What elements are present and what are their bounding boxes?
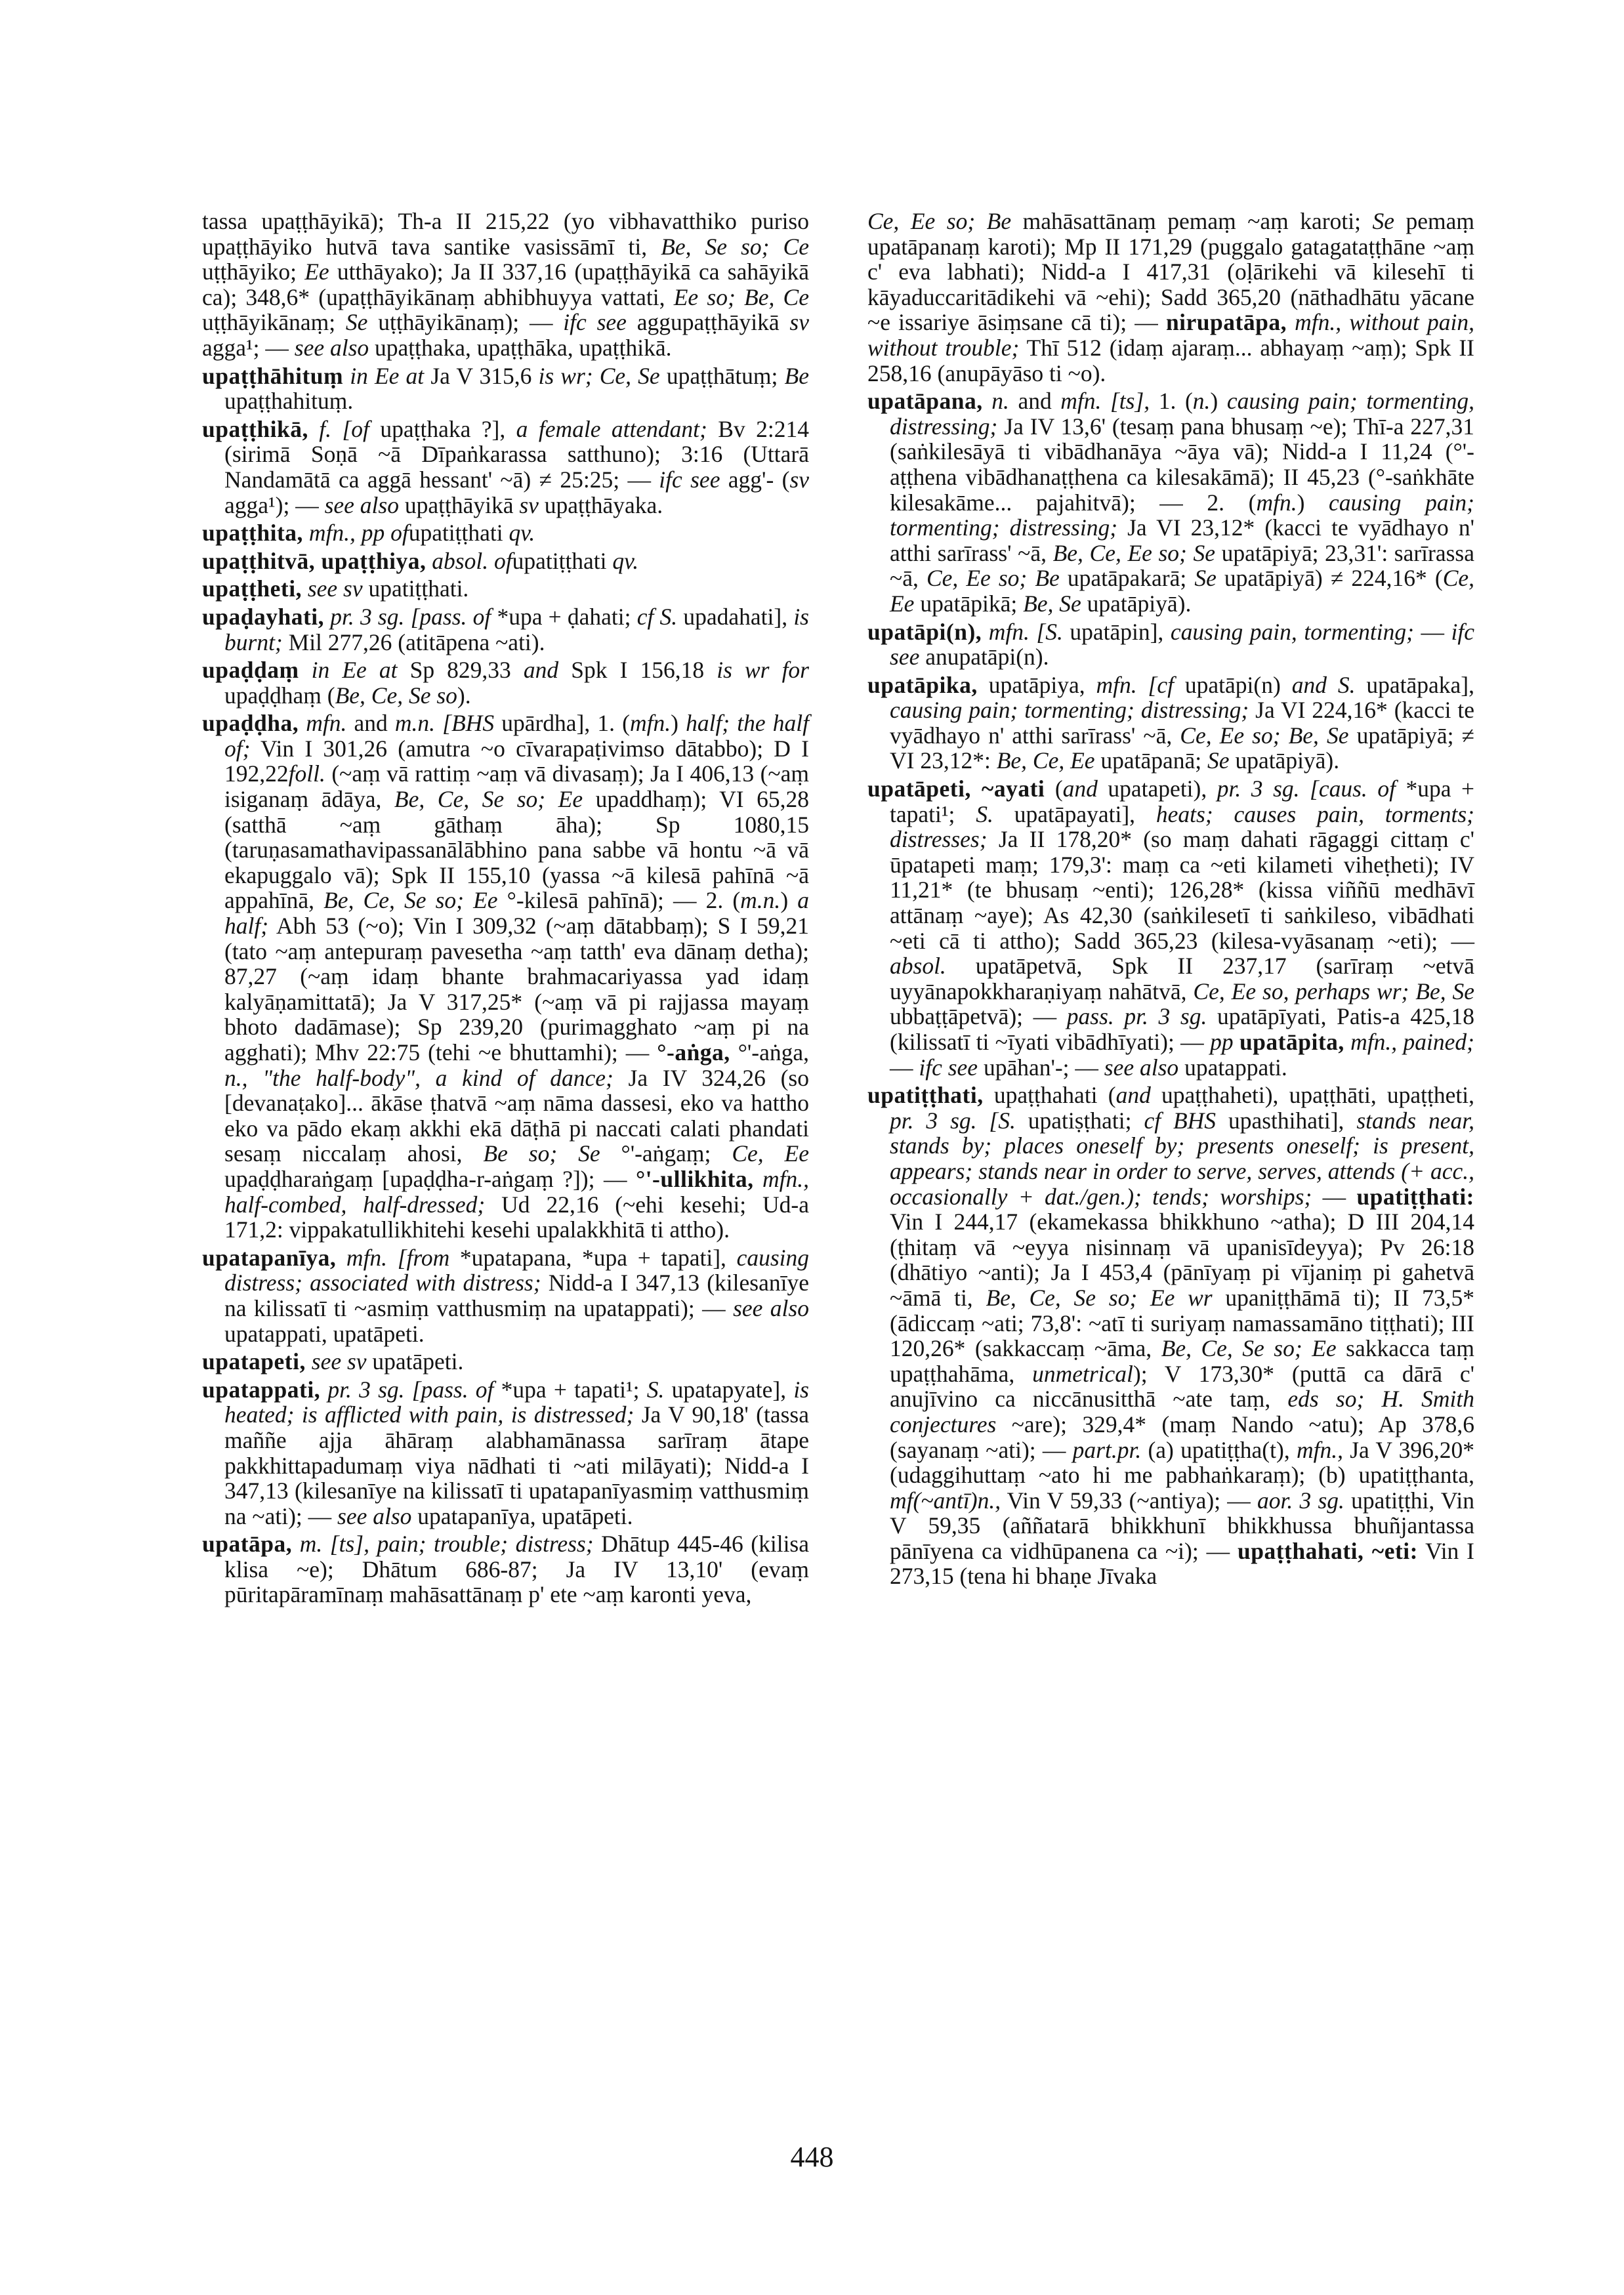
- italic-text: part.pr.: [1072, 1436, 1142, 1463]
- entry-text: uṭṭhāyikānaṃ); —: [367, 309, 564, 336]
- entry-text: Ja VI 224,16* (kacci te vyādhayo n' atthi sarīrass' ~ā,: [890, 697, 1474, 749]
- entry-text: sakkacca taṃ upaṭṭhahāma,: [890, 1335, 1474, 1387]
- headword: upatapeti,: [202, 1348, 306, 1375]
- entry-text: upatāpiyā).: [1081, 590, 1192, 617]
- dictionary-entry: [202, 604, 809, 655]
- italic-text: see also: [733, 1294, 809, 1321]
- entry-text: upatiṭṭhi, Vin V 59,35 (aññatarā bhikkhunī bhikkhussa bhuñjantassa pānīyena ca vidhūpanena ca ~i); —: [890, 1487, 1474, 1564]
- italic-text: Ce, Ee: [732, 1140, 809, 1167]
- italic-text: pr. 3 sg. [pass. of: [320, 1376, 494, 1403]
- entry-text: —: [1413, 618, 1451, 645]
- italic-text: Be, Ce, Se so; Ee: [1161, 1335, 1337, 1362]
- entry-text: *upatapana, *upa + tapati],: [449, 1244, 737, 1271]
- entry-text: Mil 277,26 (atitāpena ~ati).: [282, 629, 545, 655]
- italic-text: mfn. [S.: [982, 618, 1063, 645]
- dictionary-entry: [867, 776, 1474, 1080]
- italic-text: eds so; H. Smith conjectures: [890, 1386, 1474, 1437]
- headword: upatiṭṭhati:: [1356, 1183, 1475, 1210]
- italic-text: mfn. [from: [336, 1244, 450, 1271]
- italic-text: is wr; Ce, Se: [538, 362, 660, 389]
- italic-text: mfn.: [1256, 489, 1297, 516]
- dictionary-entry: [867, 619, 1474, 670]
- italic-text: ifc see: [919, 1054, 978, 1081]
- entry-text: —: [890, 1054, 919, 1081]
- italic-text: half; the half of;: [224, 710, 809, 762]
- headword: upatāpika,: [867, 671, 978, 698]
- italic-text: qv.: [509, 520, 535, 547]
- entry-text: upatiṭṭhati.: [362, 575, 469, 602]
- italic-text: Be, Ce, Se so; Ee: [394, 786, 583, 813]
- dictionary-entry: [202, 1531, 809, 1607]
- entry-text: upatāpeti.: [366, 1348, 464, 1375]
- italic-text: cf S.: [636, 603, 678, 630]
- entry-text: ): [1297, 489, 1329, 516]
- entry-text: upatāpaka],: [1355, 671, 1475, 698]
- italic-text: see also: [1104, 1054, 1179, 1081]
- italic-text: S.: [976, 800, 993, 827]
- entry-text: ): [671, 710, 686, 737]
- entry-text: Bv 2:214 (sirimā Soṇā ~ā Dīpaṅkarassa satthuno); 3:16 (Uttarā Nandamātā ca aggā hessant' ~ā) ≠ 25:25; —: [224, 415, 810, 493]
- right-column: [867, 209, 1474, 1592]
- italic-text: S.: [646, 1376, 665, 1403]
- italic-text: m.n.: [740, 887, 781, 914]
- italic-text: Be, Ce, Ee so; Se: [1052, 539, 1215, 566]
- entry-text: Vin I 301,26 (amutra ~o cīvarapaṭivimso dātabbo); D I 192,22: [224, 735, 809, 787]
- headword: °'-ullikhita,: [635, 1165, 754, 1192]
- italic-text: Se: [1194, 565, 1217, 592]
- italic-text: Be, Ce, Se so; Ee wr: [986, 1284, 1213, 1311]
- italic-text: Be, Se so; Ce: [661, 233, 809, 260]
- entry-text: Ja V 396,20* (udaggihuttaṃ ~ato hi me pabhaṅkaraṃ); (b) upatiṭṭhanta,: [890, 1436, 1474, 1489]
- italic-text: causing pain; tormenting, distressing;: [890, 388, 1475, 440]
- italic-text: and: [1115, 1082, 1151, 1109]
- entry-text: °-kilesā pahīnā); — 2. (: [497, 887, 741, 914]
- entry-text: Ja V 90,18' (tassa maññe ajja āhāraṃ alabhamānassa sarīraṃ ātape pakkhittapadumaṃ viya nādhati ti ~ati milāyati); Nidd-a I 347,13 (kilesanīye na kilissatī ti upatapanīyasmiṃ vatthusmiṃ na ~ati); —: [224, 1401, 809, 1529]
- entry-text: upaṭṭhaka, upaṭṭhāka, upaṭṭhikā.: [369, 334, 672, 361]
- italic-text: a half;: [224, 887, 809, 940]
- entry-text: Ud 22,16 (~ehi kesehi; Ud-a 171,2: vippakatullikhitehi kesehi upalakkhitā ti attho).: [224, 1191, 809, 1243]
- italic-text: Be, Se: [1023, 590, 1081, 617]
- italic-text: is heated; is afflicted with pain, is distressed;: [224, 1376, 809, 1428]
- entry-text: ).: [457, 682, 471, 709]
- entry-continuation: [867, 209, 1474, 386]
- italic-text: Ce, Ee so; Be: [926, 565, 1060, 592]
- dictionary-entry: [867, 1083, 1474, 1589]
- dictionary-entry: [202, 1349, 809, 1375]
- entry-text: and: [1009, 388, 1061, 415]
- italic-text: Ee so; Be, Ce: [673, 283, 809, 310]
- italic-text: absol. of: [426, 547, 512, 574]
- entry-text: upatāpetvā, Spk II 237,17 (sarīraṃ ~etvā uyyānapokkharaṇiyaṃ nahātvā,: [890, 953, 1474, 1004]
- entry-text: upatāpayati],: [993, 800, 1156, 827]
- entry-text: upatāpi(n): [1173, 671, 1292, 698]
- italic-text: causing pain, tormenting;: [1170, 618, 1414, 645]
- entry-text: (: [1045, 775, 1063, 802]
- entry-text: agga¹; —: [202, 334, 295, 361]
- entry-text: Vin I 273,15 (tena hi bhaṇe Jīvaka: [890, 1537, 1474, 1590]
- italic-text: Se: [1372, 208, 1394, 234]
- entry-text: *upa + ḍahati;: [491, 603, 637, 630]
- entry-text: upatāpanā;: [1094, 747, 1208, 774]
- entry-text: upatapyate],: [664, 1376, 794, 1403]
- entry-text: Dhātup 445-46 (kilisa klisa ~e); Dhātum 686-87; Ja IV 13,10' (evaṃ pūritapāramīnaṃ mahāsattānaṃ p' ete ~aṃ karonti yeva,: [224, 1531, 810, 1608]
- entry-text: upatāpiyā; ≠ VI 23,12*:: [890, 722, 1474, 774]
- italic-text: is burnt;: [224, 603, 809, 655]
- italic-text: pr. 3 sg. [caus. of: [1217, 775, 1396, 802]
- headword: upaṭṭhitvā, upaṭṭhiya,: [202, 547, 427, 574]
- entry-text: mahāsattānaṃ pemaṃ ~aṃ karoti;: [1011, 208, 1373, 234]
- italic-text: pr. 3 sg. [pass. of: [324, 603, 491, 630]
- dictionary-entry: [202, 576, 809, 602]
- dictionary-entry: [202, 1377, 809, 1529]
- entry-text: upatāpakarā;: [1059, 565, 1195, 592]
- italic-text: Be, Ce, Se so: [335, 682, 457, 709]
- italic-text: mfn., half-combed, half-dressed;: [224, 1165, 809, 1218]
- italic-text: Ce, Ee so, perhaps wr; Be, Se: [1193, 978, 1474, 1004]
- dictionary-entry: [202, 1245, 809, 1346]
- italic-text: qv.: [612, 547, 639, 574]
- headword: upatāpeti, ~ayati: [867, 775, 1045, 802]
- entry-text: aggupaṭṭhāyikā: [626, 309, 790, 336]
- headword: upaṭṭhita,: [202, 520, 303, 547]
- entry-text: *upa + tapati¹;: [493, 1376, 647, 1403]
- italic-text: pp: [1210, 1029, 1234, 1055]
- dictionary-entry: [202, 363, 809, 414]
- italic-text: see sv: [305, 1348, 367, 1375]
- italic-text: ifc see: [659, 466, 720, 493]
- entry-text: Vin I 244,17 (ekamekassa bhikkhuno ~atha); D III 204,14 (ṭhitaṃ vā ~eyya nisinnaṃ vā upanisīdeyya); Pv 26:18 (dhātiyo ~anti); Ja I 453,4 (pānīyaṃ pi vījaniṃ pi gahetvā ~āmā ti,: [890, 1209, 1474, 1311]
- italic-text: and S.: [1291, 671, 1356, 698]
- dictionary-entry: [202, 520, 809, 546]
- italic-text: heats; causes pain, torments; distresses;: [890, 800, 1474, 853]
- entry-text: tassa upaṭṭhāyikā); Th-a II 215,22 (yo vibhavatthiko puriso upaṭṭhāyiko hutvā tava santike vasissāmī ti,: [202, 208, 809, 260]
- entry-text: upaniṭṭhāmā ti); II 73,5* (ādiccaṃ ~ati; 73,8': ~atī ti suriyaṃ namassamāno tiṭṭhati); III 120,26* (sakkaccaṃ ~āma,: [890, 1284, 1475, 1362]
- italic-text: in Ee at: [343, 362, 425, 389]
- entry-text: Ja V 315,6: [424, 362, 539, 389]
- entry-text: upaḍḍhaṃ (: [224, 682, 335, 709]
- entry-text: upatappati, upatāpeti.: [224, 1320, 425, 1347]
- entry-continuation: [202, 209, 809, 361]
- italic-text: m. [ts], pain; trouble; distress;: [292, 1531, 594, 1558]
- italic-text: n.: [982, 388, 1009, 415]
- entry-text: upaṭṭhaheti), upaṭṭhāti, upaṭṭheti,: [1150, 1082, 1474, 1109]
- entry-text: uṭṭhāyikānaṃ;: [202, 309, 346, 336]
- italic-text: m.n. [BHS: [394, 710, 495, 737]
- entry-text: upaṭṭhahati (: [983, 1082, 1116, 1109]
- entry-text: 1. (: [1150, 388, 1193, 415]
- italic-text: a female attendant;: [516, 415, 707, 442]
- headword: upaḍḍha,: [202, 710, 299, 737]
- entry-text: Thī 512 (idaṃ ajaraṃ... abhayaṃ ~aṃ); Spk II 258,16 (anupāyāso ti ~o).: [867, 334, 1474, 386]
- entry-text: upaṭṭhātuṃ;: [659, 362, 785, 389]
- entry-text: Ja VI 23,12* (kacci te vyādhayo n' atthi sarīrass' ~ā,: [890, 514, 1474, 566]
- entry-text: upaṭṭhāyikā: [398, 491, 520, 518]
- italic-text: f. [of: [308, 415, 369, 442]
- headword: upaṭṭheti,: [202, 575, 302, 602]
- italic-text: foll.: [288, 760, 325, 787]
- entry-text: ): [1210, 388, 1227, 415]
- entry-text: (a) upatiṭṭha(t),: [1141, 1436, 1297, 1463]
- italic-text: Be, Ce, Ee: [996, 747, 1095, 774]
- entry-text: uṭṭhāyiko;: [202, 258, 305, 285]
- entry-text: ): [780, 887, 798, 914]
- italic-text: causing pain; tormenting; distressing;: [890, 697, 1249, 724]
- headword: upatiṭṭhati,: [867, 1082, 984, 1109]
- italic-text: Ce, Ee: [890, 565, 1474, 617]
- headword: upaṭṭhikā,: [202, 415, 308, 442]
- entry-text: upaddhaṃ); VI 65,28 (satthā ~aṃ gāthaṃ āha); Sp 1080,15 (taruṇasamathavipassanālābhino pana sabbe vā hontu ~ā vā ekapuggalo vā); Spk II 155,10 (yassa ~ā kilesā pahīnā ~ā appahīnā,: [224, 786, 809, 914]
- italic-text: is wr for: [717, 657, 810, 684]
- italic-text: mfn.: [629, 710, 671, 737]
- italic-text: and: [523, 657, 559, 684]
- entry-text: Vin V 59,33 (~antiya); —: [1001, 1487, 1258, 1514]
- headword: upatāpita,: [1239, 1029, 1344, 1055]
- entry-text: pemaṃ upatāpanaṃ karoti); Mp II 171,29 (puggalo gatagataṭṭhāne ~aṃ c' eva labhati); Nidd-a I 417,31 (oḷārikehi vā kilesehī ti kāyaduccaritādikehi vā ~ehi); Sadd 365,20 (nāthadhātu yācane ~e issariye āsiṃsane cā ti); —: [867, 208, 1474, 336]
- entry-text: °'-aṅgaṃ;: [600, 1140, 732, 1167]
- entry-text: agg'- (: [720, 466, 790, 493]
- entry-text: upatiṣṭhati;: [1015, 1107, 1144, 1134]
- entry-text: upatappati.: [1178, 1054, 1287, 1081]
- italic-text: pr. 3 sg. [S.: [890, 1107, 1016, 1134]
- italic-text: mfn.,: [1296, 1436, 1343, 1463]
- headword: upaṭṭhahati, ~eti:: [1237, 1537, 1418, 1564]
- entry-text: Ja IV 13,6' (tesaṃ pana bhusaṃ ~e); Thī-a 227,31 (saṅkilesāyā ti vibādhanāya ~āya vā); Nidd-a I 11,24 (°'-aṭṭhena vibādhanaṭṭhena ca kilesakāmā); II 45,23 (°-saṅkhāte kilesakāme... pajahitvā); — 2. (: [890, 413, 1474, 516]
- entry-text: upatāpin],: [1062, 618, 1171, 645]
- entry-text: —: [1312, 1183, 1357, 1210]
- italic-text: sv: [789, 309, 809, 336]
- italic-text: mfn. [ts],: [1060, 388, 1150, 415]
- italic-text: cf BHS: [1144, 1107, 1217, 1134]
- dictionary-entry: [202, 657, 809, 708]
- italic-text: Ee: [304, 258, 329, 285]
- italic-text: ifc see: [890, 618, 1475, 671]
- headword: upaḍayhati,: [202, 603, 325, 630]
- entry-text: Ja IV 324,26 (so [devanaṭako]... ākāse ṭhatvā ~aṃ nāma dassesi, eko va hattho eko va pādo ekaṃ akkhi ekā dāṭhā pi naccati calati phandati sesaṃ niccalaṃ ahosi,: [224, 1064, 809, 1167]
- italic-text: causing pain; tormenting; distressing;: [890, 489, 1475, 541]
- entry-text: upasthihati],: [1216, 1107, 1357, 1134]
- italic-text: Be, Ce, Se so; Ee: [323, 887, 498, 914]
- italic-text: n.: [1192, 388, 1211, 415]
- headword: nirupatāpa,: [1165, 309, 1287, 336]
- entry-text: °'-aṅga,: [730, 1039, 809, 1065]
- italic-text: mf(~antī)n.,: [890, 1487, 1001, 1514]
- entry-text: upārdha], 1. (: [494, 710, 630, 737]
- italic-text: see also: [294, 334, 369, 361]
- headword: upatāpana,: [867, 388, 983, 415]
- entry-text: upaṭṭhāyaka.: [538, 491, 663, 518]
- entry-text: and: [346, 710, 395, 737]
- headword: upatāpa,: [202, 1531, 293, 1558]
- page-number: 448: [790, 2141, 834, 2173]
- italic-text: mfn.: [299, 710, 347, 737]
- italic-text: and: [1062, 775, 1098, 802]
- italic-text: mfn. [cf: [1096, 671, 1174, 698]
- dictionary-entry: [867, 388, 1474, 616]
- italic-text: in Ee at: [299, 657, 398, 684]
- entry-text: ubbaṭṭāpetvā); —: [890, 1003, 1067, 1030]
- entry-text: anupatāpi(n).: [919, 644, 1049, 671]
- entry-text: Spk I 156,18: [558, 657, 717, 684]
- headword: upatappati,: [202, 1376, 321, 1403]
- headword: upaḍḍaṃ: [202, 657, 299, 684]
- entry-text: agga¹); —: [224, 491, 325, 518]
- italic-text: mfn., without pain, without trouble;: [867, 309, 1474, 361]
- dictionary-entry: [867, 672, 1474, 774]
- entry-text: ~are); 329,4* (maṃ Nando ~atu); Ap 378,6 (sayanaṃ ~ati); —: [890, 1411, 1474, 1463]
- entry-text: upadahati],: [677, 603, 794, 630]
- entry-text: utthāyako); Ja II 337,16 (upaṭṭhāyikā ca sahāyikā ca); 348,6* (upaṭṭhāyikānaṃ abhibhuyya vattati,: [202, 258, 809, 310]
- entry-text: upaḍḍharaṅgaṃ [upaḍḍha-r-aṅgaṃ ?]); —: [224, 1165, 636, 1192]
- dictionary-entry: [202, 548, 809, 574]
- italic-text: ifc see: [563, 309, 627, 336]
- italic-text: n., "the half-body", a kind of dance;: [224, 1064, 614, 1091]
- entry-text: Nidd-a I 347,13 (kilesanīye na kilissatī ti ~asmiṃ vatthusmiṃ na upatappati); —: [224, 1270, 809, 1321]
- italic-text: mfn., pained;: [1344, 1029, 1474, 1055]
- italic-text: sv: [789, 466, 810, 493]
- entry-text: Abh 53 (~o); Vin I 309,32 (~aṃ dātabbaṃ); S I 59,21 (tato ~aṃ antepuraṃ pavesetha ~aṃ tatth' eva dānaṃ detha); 87,27 (~aṃ idaṃ bhante brahmacariyassa yad idaṃ kalyāṇamittatā); Ja V 317,25* (~aṃ vā pi rajjassa mayaṃ bhoto dadāmase); Sp 239,20 (purimagghato ~aṃ pi na agghati); Mhv 22:75 (tehi ~e bhuttamhi); —: [224, 913, 809, 1065]
- italic-text: Ce, Ee so; Be, Se: [1180, 722, 1349, 749]
- entry-text: upatāpīyati, Patis-a 425,18 (kilissatī ti ~īyati vibādhīyati); —: [890, 1003, 1475, 1055]
- entry-text: [1234, 1029, 1239, 1055]
- italic-text: Se: [1207, 747, 1230, 774]
- entry-text: Sp 829,33: [397, 657, 524, 684]
- italic-text: stands near, stands by; places oneself by; presents oneself; is present, appears; stands near in order to serve, serves, attends (+ acc., occasionally + dat./gen.); tends; worships;: [890, 1107, 1475, 1210]
- entry-text: ); V 173,30* (puttā ca dārā c' anujīvino ca niccānusitthā ~ate taṃ,: [890, 1360, 1474, 1413]
- italic-text: Be: [784, 362, 809, 389]
- italic-text: Se: [345, 309, 368, 336]
- italic-text: Be so; Se: [483, 1140, 600, 1167]
- entry-text: Ja II 178,20* (so maṃ dahati rāgaggi cittaṃ c' ūpatapeti maṃ; 179,3': maṃ ca ~eti kilameti viheṭheti); IV 11,21* (te bhusaṃ ~enti); 126,28* (kissa viññū medhāvī attānaṃ ~aye); As 42,30 (saṅkilesetī ti saṅkileso, vibādhati ~eti cā ti attho); Sadd 365,23 (kilesa-vyāsanaṃ ~eti); —: [890, 826, 1474, 954]
- entry-text: upatāpiyā).: [1229, 747, 1340, 774]
- italic-text: absol.: [890, 953, 946, 980]
- italic-text: sv: [519, 491, 539, 518]
- entry-text: (~aṃ vā rattiṃ ~aṃ vā divasaṃ); Ja I 406,13 (~aṃ isiganaṃ ādāya,: [224, 760, 809, 813]
- italic-text: unmetrical: [1032, 1360, 1133, 1387]
- headword: upatapanīya,: [202, 1244, 337, 1271]
- entry-text: upaṭṭhahituṃ.: [224, 388, 354, 415]
- italic-text: see also: [337, 1502, 412, 1529]
- entry-text: upatāpiyā; 23,31': sarīrassa ~ā,: [890, 539, 1475, 592]
- entry-text: upatāpikā;: [914, 590, 1024, 617]
- entry-text: *upa + tapati¹;: [890, 775, 1475, 827]
- dictionary-entry: [202, 417, 809, 518]
- italic-text: causing distress; associated with distress;: [224, 1244, 809, 1296]
- headword: upatāpi(n),: [867, 618, 982, 645]
- italic-text: see also: [324, 491, 399, 518]
- headword: °-aṅga,: [657, 1039, 730, 1065]
- headword: upaṭṭhāhituṃ: [202, 362, 344, 389]
- entry-text: upatiṭṭhati: [408, 520, 509, 547]
- entry-text: upatāpiya,: [977, 671, 1096, 698]
- entry-text: upāhan'-; —: [978, 1054, 1104, 1081]
- left-column: [202, 209, 809, 1610]
- italic-text: aor. 3 sg.: [1257, 1487, 1344, 1514]
- italic-text: pass. pr. 3 sg.: [1066, 1003, 1207, 1030]
- italic-text: Ce, Ee so; Be: [867, 208, 1012, 234]
- italic-text: see sv: [301, 575, 363, 602]
- entry-text: upatiṭṭhati: [512, 547, 613, 574]
- entry-text: upatapanīya, upatāpeti.: [411, 1502, 633, 1529]
- dictionary-entry: [202, 711, 809, 1242]
- italic-text: mfn., pp of: [302, 520, 409, 547]
- entry-text: upatapeti),: [1097, 775, 1217, 802]
- entry-text: upaṭṭhaka ?],: [369, 415, 516, 442]
- entry-text: upatāpiyā) ≠ 224,16* (: [1216, 565, 1443, 592]
